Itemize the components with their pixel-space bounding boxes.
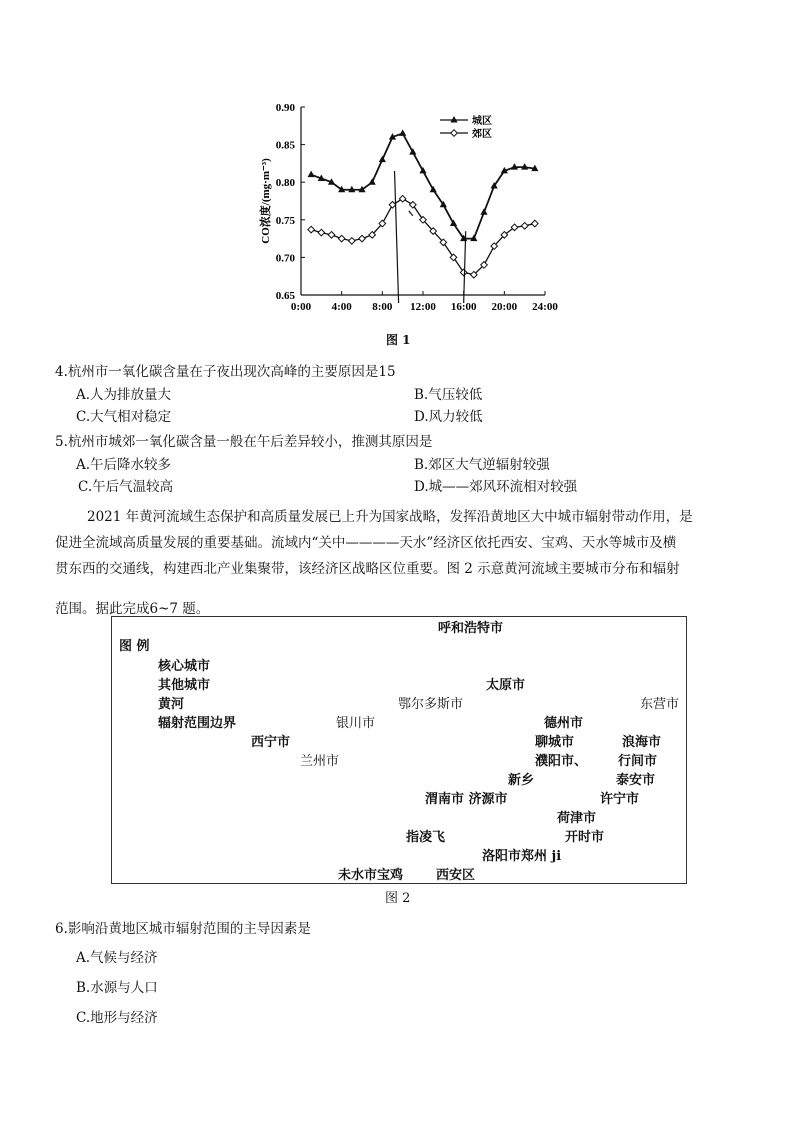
city-heze: 荷津市 [557,811,597,826]
legend-other-city: 其他城市 [158,678,211,693]
y-tick-label: 0.90 [275,102,295,114]
legend-marker-0 [450,116,457,123]
point-1-3 [338,235,345,242]
q5-stem: 5.杭州市城郊一氧化碳含量一般在午后差异较小，推测其原因是 [55,434,433,450]
city-weishui-baoji: 未水市宝鸡 [338,868,404,883]
city-xining: 西宁市 [251,735,291,750]
city-luoyang-zhengzhou: 洛阳市郑州 ji [482,849,562,864]
x-tick-label: 20:00 [491,301,518,313]
yellow-river-city-map [111,616,687,884]
city-eerduosi: 鄂尔多斯市 [398,697,464,712]
point-1-1 [318,229,325,236]
point-1-5 [359,235,366,242]
city-liaocheng: 聊城市 [535,735,575,750]
city-huhehaote: 呼和浩特市 [438,621,504,636]
paragraph-line-4: 范围。据此完成6~7 题。 [55,601,210,617]
q5-option-c: C.午后气温较高 [78,479,174,495]
paragraph-line-3: 贯东西的交通线，构建西北产业集聚带，该经济区战略区位重要。图 2 示意黄河流域主要城市分布和辐射 [55,561,680,577]
y-tick-label: 0.65 [275,290,295,302]
y-tick-label: 0.75 [275,214,295,227]
city-langhai: 浪海市 [622,735,662,750]
point-1-2 [328,232,335,239]
paragraph-line-1: 2021 年黄河流域生态保护和高质量发展已上升为国家战略，发挥沿黄地区大中城市辐射带动作用，是 [87,509,693,525]
legend-yellow-river: 黄河 [158,697,185,712]
x-tick-label: 4:00 [331,301,352,313]
q5-option-a: A.午后降水较多 [76,457,172,473]
x-tick-label: 12:00 [410,301,436,313]
city-xingjian: 行间市 [618,754,658,769]
q6-option-b: B.水源与人口 [76,980,158,996]
city-yinchuan: 银川市 [336,716,376,731]
city-taiyuan: 太原市 [486,678,526,693]
point-0-9 [399,129,406,136]
point-1-22 [532,220,539,227]
legend-label-1: 郊区 [472,129,492,140]
legend-label-0: 城区 [472,116,492,127]
y-axis-label: CO浓度/(mg·m⁻³) [260,158,272,244]
point-0-0 [308,171,315,178]
city-lanzhou: 兰州市 [300,754,340,769]
x-tick-label: 0:00 [290,301,312,313]
co-concentration-chart [255,92,558,322]
q4-option-d: D.风力较低 [414,409,483,425]
q4-option-c: C.大气相对稳定 [76,409,172,425]
series-line-1 [311,199,535,275]
city-kaishi: 开时市 [565,830,605,845]
legend-radiation-boundary: 辐射范围边界 [158,716,237,731]
figure1-caption: 图 1 [386,333,411,347]
point-1-8 [389,201,396,208]
q4-stem: 4.杭州市一氧化碳含量在子夜出现次高峰的主要原因是15 [55,364,396,380]
city-xuning: 许宁市 [600,792,640,807]
city-dezhou: 德州市 [544,716,584,731]
city-xinxiang: 新乡 [508,773,535,788]
city-xian: 西安区 [436,868,476,883]
point-1-21 [521,223,528,230]
point-1-0 [308,226,315,233]
q5-option-b: B.郊区大气逆辐射较强 [414,457,550,473]
city-puyang: 濮阳市、 [535,754,588,769]
paragraph-line-2: 促进全流域高质量发展的重要基础。流域内“关中————天水”经济区依托西安、宝鸡、天水等城市及横 [55,535,677,551]
map-legend-title: 图 例 [119,639,150,654]
point-1-9 [399,195,406,202]
city-dongying: 东营市 [640,697,680,712]
point-0-17 [480,208,487,215]
q6-stem: 6.影响沿黄地区城市辐射范围的主导因素是 [55,921,311,937]
q6-option-a: A.气候与经济 [76,950,158,966]
point-0-7 [379,156,386,163]
point-1-4 [349,238,356,245]
city-zhilingfei: 指凌飞 [406,830,446,845]
x-tick-label: 16:00 [450,301,477,313]
x-tick-label: 8:00 [372,301,393,313]
x-tick-label: 24:00 [532,301,558,313]
q4-option-a: A.人为排放量大 [76,387,172,403]
pen-mark-3 [409,211,413,216]
city-weinan-jiyuan: 渭南市 济源市 [425,792,508,807]
city-taian: 泰安市 [616,773,656,788]
legend-marker-1 [451,130,458,137]
q4-option-b: B.气压较低 [414,387,483,403]
point-0-6 [369,178,376,185]
y-tick-label: 0.85 [275,139,295,152]
pen-mark-1 [395,171,399,303]
pen-mark-2 [464,231,466,303]
figure2-caption: 图 2 [385,891,411,906]
legend-core-city: 核心城市 [158,659,211,674]
y-tick-label: 0.70 [275,252,295,265]
y-tick-label: 0.80 [275,177,295,190]
q6-option-c: C.地形与经济 [76,1010,158,1026]
q5-option-d: D.城——郊风环流相对较强 [414,479,578,495]
